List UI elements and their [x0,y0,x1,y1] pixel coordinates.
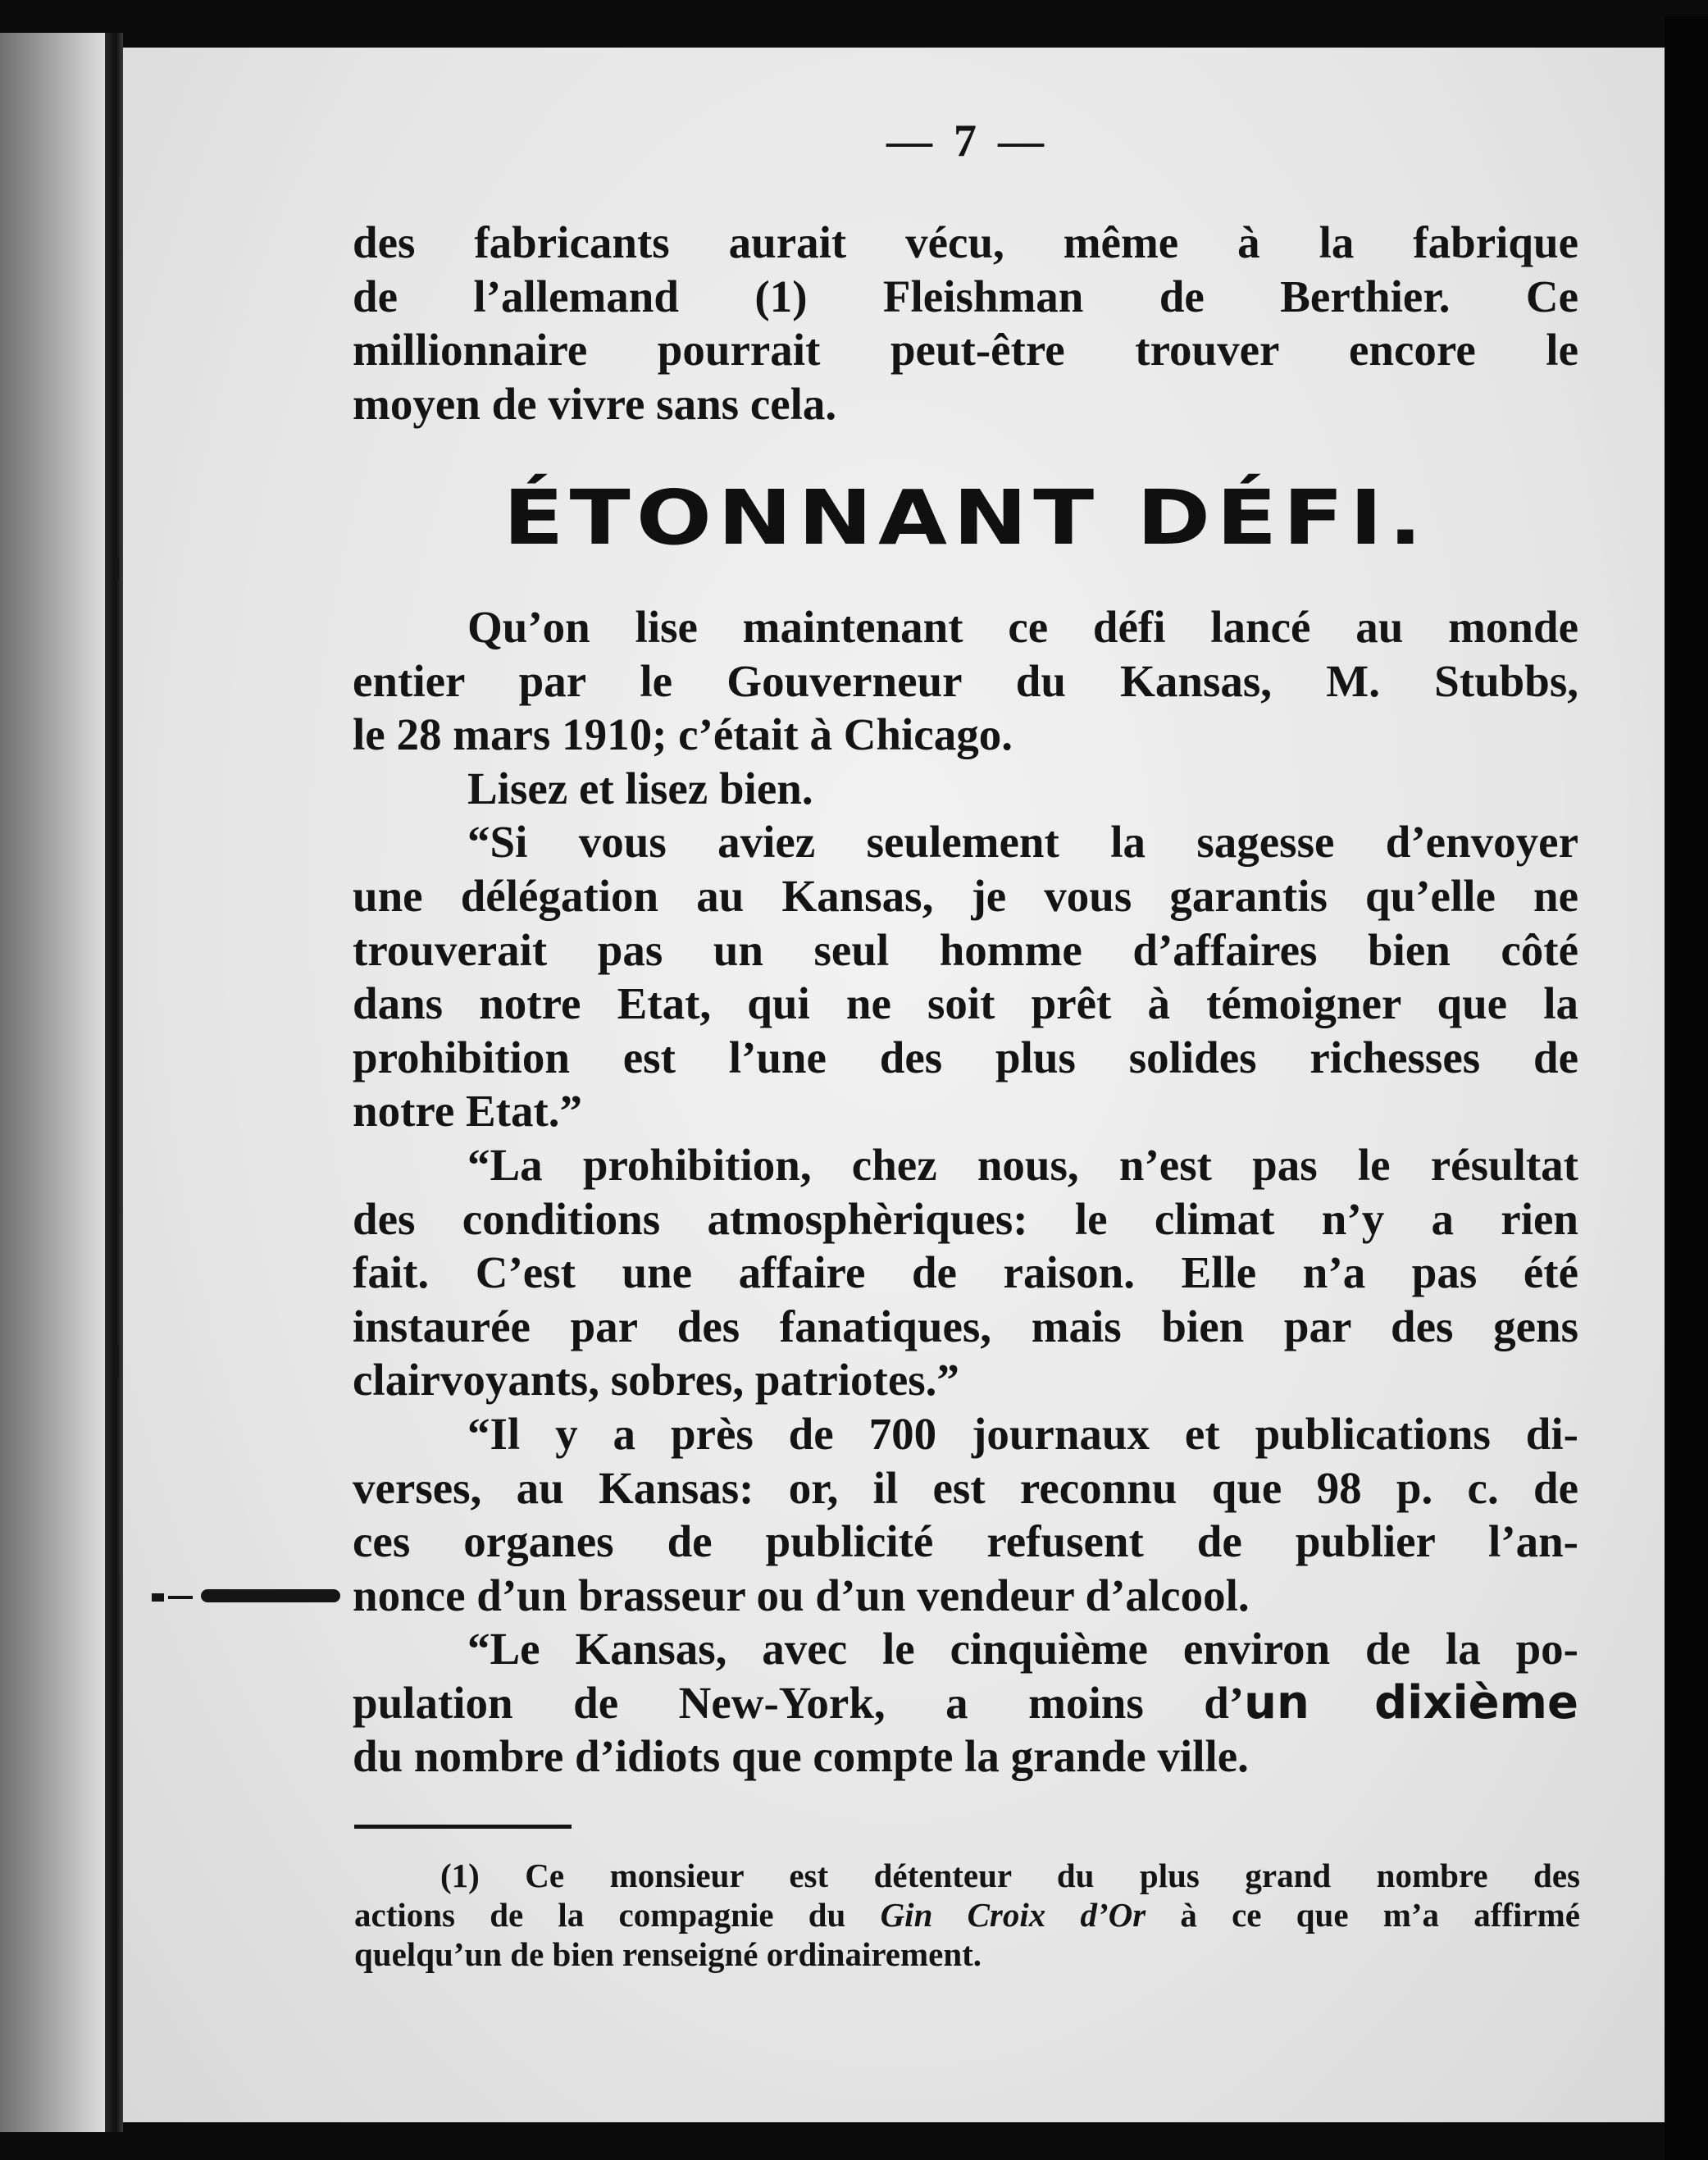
facing-page-edge [0,33,105,2132]
text-line: de l’allemand (1) Fleishman de Berthier. Ce [353,271,1578,321]
text-line: “Le Kansas, avec le cinquième environ de la po- [467,1624,1578,1675]
text-line: clairvoyants, sobres, patriotes.” [353,1355,959,1406]
text-line: une délégation au Kansas, je vous garantis qu’elle ne [353,870,1578,921]
text-line: des conditions atmosphèriques: le climat n’y a rien [353,1193,1578,1244]
text-line: trouverait pas un seul homme d’affaires bien côté [353,924,1578,975]
text-line: millionnaire pourrait peut-être trouver encore le [353,325,1578,376]
text-line: Qu’on lise maintenant ce défi lancé au monde [467,602,1578,652]
text-line: du nombre d’idiots que compte la grande ville. [353,1731,1249,1782]
text-line: nonce d’un brasseur ou d’un vendeur d’alcool. [353,1570,1250,1620]
text-fragment: à ce que m’a affirmé [1145,1896,1580,1934]
text-line: moyen de vivre sans cela. [353,378,837,429]
binding-gutter [105,33,123,2132]
footnote [354,1856,1580,1974]
text-fragment: actions de la compagnie du [354,1896,881,1934]
section-heading: ÉTONNANT DÉFI. [503,474,1428,562]
text-line: verses, au Kansas: or, il est reconnu que 98 p. c. de [353,1462,1578,1513]
text-line: “Si vous aviez seulement la sagesse d’envoyer [467,817,1578,868]
scan-border [1665,16,1708,2160]
text-line: notre Etat.” [353,1086,583,1137]
ink-smudge [168,1596,193,1599]
text-line: fait. C’est une affaire de raison. Elle n’a pas été [353,1247,1578,1298]
text-line: le 28 mars 1910; c’était à Chicago. [353,709,1013,760]
footnote-line [354,1895,1580,1934]
page-number: — 7 — [886,116,1049,166]
scan-mark [115,558,119,579]
ink-smudge [152,1593,164,1602]
italic-brand-name: Gin Croix d’Or [880,1896,1146,1934]
footnote-rule [354,1825,572,1829]
ink-smudge [201,1589,340,1602]
scan-mark [115,1345,119,1378]
emphasized-text: un dixième [1244,1675,1578,1729]
text-line: Lisez et lisez bien. [467,763,813,813]
text-line: “La prohibition, chez nous, n’est pas le résultat [467,1139,1578,1190]
text-line: entier par le Gouverneur du Kansas, M. Stubbs, [353,655,1578,706]
body-text [353,600,1578,1784]
text-line: des fabricants aurait vécu, même à la fabrique [353,217,1578,267]
text-fragment: pulation de New-York, a moins d’ [353,1677,1245,1728]
text-line: instaurée par des fanatiques, mais bien par des gens [353,1301,1578,1351]
text-line: dans notre Etat, qui ne soit prêt à témoigner que la [353,978,1578,1029]
text-line: “Il y a près de 700 journaux et publications di- [467,1408,1578,1459]
text-line: prohibition est l’une des plus solides richesses de [353,1032,1578,1082]
text-line: ces organes de publicité refusent de publier l’an- [353,1516,1578,1567]
text-line [353,1676,1578,1730]
footnote-line: quelqu’un de bien renseigné ordinairement. [354,1935,982,1973]
intro-paragraph [353,216,1578,431]
footnote-line: (1) Ce monsieur est détenteur du plus grand nombre des [440,1857,1580,1894]
